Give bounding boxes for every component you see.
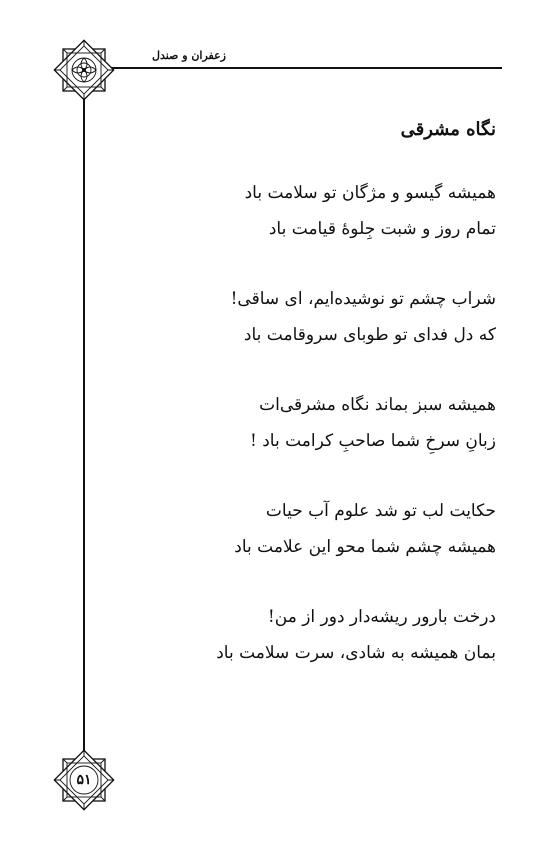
stanza bbox=[96, 175, 496, 247]
verse-line: همیشه گیسو و مژگان تو سلامت باد bbox=[244, 183, 496, 203]
verse-line: زبانِ سرخِ شما صاحبِ کرامت باد ! bbox=[249, 431, 496, 451]
header-rule bbox=[84, 67, 502, 69]
verse-line: همیشه سبز بماند نگاه مشرقی‌ات bbox=[259, 395, 496, 415]
stanza bbox=[96, 387, 496, 459]
stanza bbox=[96, 493, 496, 565]
verse-line: همیشه چشم شما محو این علامت باد bbox=[234, 537, 496, 557]
star-ornament-icon bbox=[50, 36, 118, 104]
poem-body bbox=[96, 175, 496, 705]
page-number: ۵۱ bbox=[76, 772, 92, 788]
poem-title: نگاه مشرقی bbox=[400, 119, 496, 140]
running-head: زعفران و صندل bbox=[151, 49, 226, 62]
verse-line: درخت بارور ریشه‌دار دور از من! bbox=[267, 607, 496, 627]
verse-line: شراب چشم تو نوشیده‌ایم، ای ساقی! bbox=[230, 289, 496, 309]
verse-line: که دل فدای تو طوبای سروقامت باد bbox=[243, 325, 496, 345]
verse-line: حکایت لب تو شد علوم آب حیات bbox=[265, 501, 496, 521]
verse-line: بمان همیشه به شادی، سرت سلامت باد bbox=[216, 643, 496, 663]
verse-line: تمام روز و شبت جِلوهٔ قیامت باد bbox=[268, 219, 496, 239]
side-rule bbox=[83, 80, 85, 758]
stanza bbox=[96, 599, 496, 671]
stanza bbox=[96, 281, 496, 353]
